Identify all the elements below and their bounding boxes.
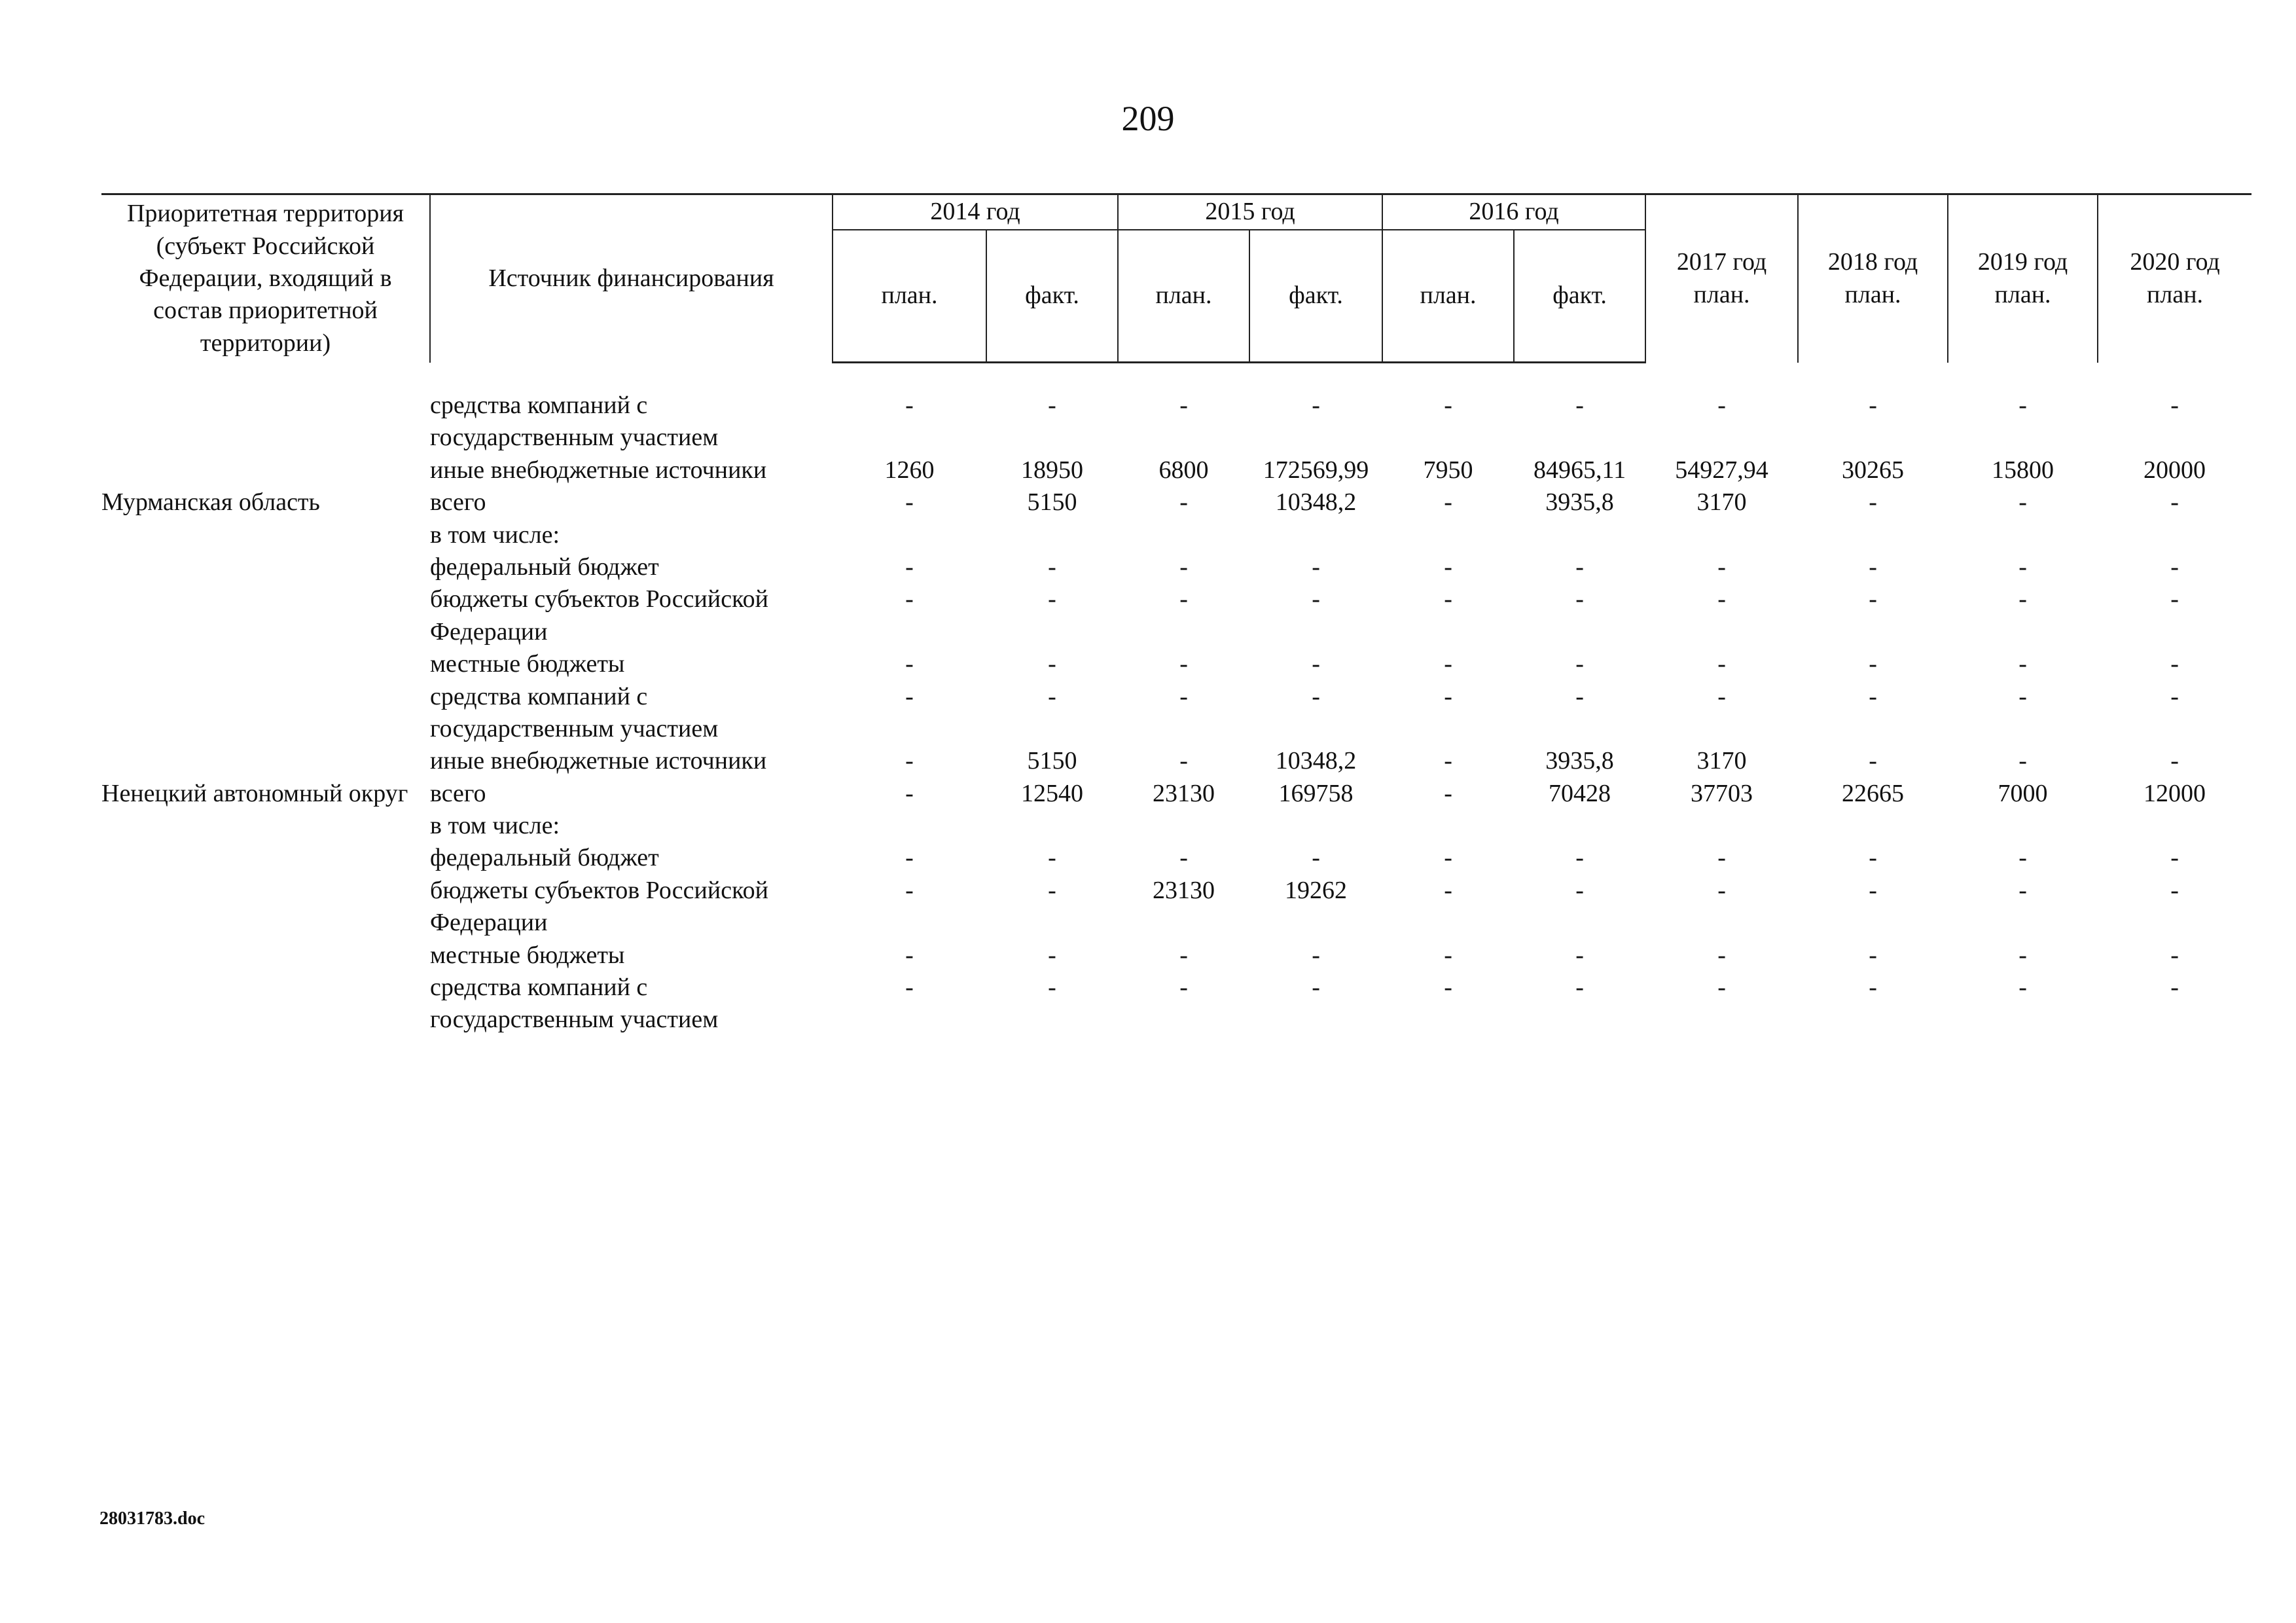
value-cell: 3170	[1696, 488, 1747, 517]
value-cell: -	[2018, 650, 2027, 678]
value-cell: -	[1048, 974, 1056, 1002]
value-cell: -	[1048, 682, 1056, 710]
value-cell: -	[1048, 941, 1056, 969]
value-cell: -	[905, 876, 914, 904]
year-2015-header: 2015 год	[1118, 194, 1382, 230]
value-cell: -	[2170, 974, 2179, 1002]
value-cell: -	[1179, 974, 1188, 1002]
table-row	[101, 842, 2251, 874]
value-cell: -	[1312, 553, 1320, 581]
value-cell	[833, 810, 986, 842]
value-cell	[1798, 810, 1948, 842]
value-cell: -	[1444, 779, 1452, 807]
value-cell: -	[2170, 747, 2179, 775]
value-cell: -	[1179, 585, 1188, 613]
value-cell: -	[1179, 747, 1188, 775]
value-cell: -	[1869, 650, 1877, 678]
value-cell: 23130	[1153, 779, 1215, 807]
value-cell: 12540	[1021, 779, 1083, 807]
territory-cell	[101, 745, 430, 777]
value-cell	[986, 519, 1118, 551]
value-cell: 30265	[1842, 456, 1905, 484]
source-cell: бюджеты субъектов Российской Федерации	[430, 876, 768, 937]
year-2018-header: 2018 год план.	[1798, 194, 1948, 363]
value-cell	[1948, 519, 2098, 551]
value-cell: 10348,2	[1275, 747, 1357, 775]
territory-cell	[101, 939, 430, 972]
value-cell: -	[1444, 585, 1452, 613]
value-cell: -	[1717, 974, 1726, 1002]
value-cell: 5150	[1027, 747, 1077, 775]
value-cell: 12000	[2144, 779, 2206, 807]
value-cell: -	[2018, 488, 2027, 517]
value-cell: -	[1869, 941, 1877, 969]
year-2019-header: 2019 год план.	[1948, 194, 2098, 363]
value-cell: -	[905, 974, 914, 1002]
value-cell: -	[1444, 488, 1452, 517]
page-number: 209	[1121, 99, 1175, 138]
table-row	[101, 648, 2251, 680]
value-cell: -	[1312, 392, 1320, 419]
value-cell: 169758	[1278, 779, 1354, 807]
value-cell: -	[1869, 747, 1877, 775]
source-cell: местные бюджеты	[430, 941, 625, 969]
value-cell: -	[2018, 553, 2027, 581]
value-cell: -	[1717, 876, 1726, 904]
value-cell: 3935,8	[1545, 747, 1614, 775]
value-cell: -	[905, 553, 914, 581]
value-cell: 3935,8	[1545, 488, 1614, 517]
source-cell: федеральный бюджет	[430, 553, 659, 581]
value-cell: -	[1048, 553, 1056, 581]
value-cell: -	[2018, 941, 2027, 969]
year-2016-header: 2016 год	[1382, 194, 1645, 230]
value-cell: 20000	[2144, 456, 2206, 484]
value-cell: -	[905, 682, 914, 710]
plan-2015-header: план.	[1118, 230, 1249, 363]
value-cell: -	[1444, 844, 1452, 872]
financing-table	[101, 193, 2251, 1036]
table-row	[101, 972, 2251, 1036]
territory-cell	[101, 875, 430, 939]
value-cell: -	[1312, 844, 1320, 872]
value-cell	[1249, 519, 1382, 551]
value-cell: -	[1717, 682, 1726, 710]
territory-cell	[101, 810, 430, 842]
value-cell: -	[1444, 974, 1452, 1002]
table-row	[101, 583, 2251, 648]
table-row	[101, 810, 2251, 842]
value-cell: 6800	[1158, 456, 1209, 484]
territory-cell	[101, 681, 430, 746]
value-cell: -	[1717, 941, 1726, 969]
value-cell: 7000	[1998, 779, 2048, 807]
value-cell	[1514, 519, 1645, 551]
value-cell	[1382, 519, 1514, 551]
value-cell	[2098, 810, 2251, 842]
plan-2016-header: план.	[1382, 230, 1514, 363]
value-cell: -	[1312, 974, 1320, 1002]
table-row	[101, 519, 2251, 551]
source-cell: бюджеты субъектов Российской Федерации	[430, 585, 768, 646]
value-cell: -	[2018, 392, 2027, 419]
value-cell: -	[2018, 585, 2027, 613]
territory-header: Приоритетная территория (субъект Российской Федерации, входящий в состав приоритетной территории)	[101, 194, 430, 363]
value-cell	[1118, 519, 1249, 551]
value-cell: -	[1444, 876, 1452, 904]
value-cell	[1645, 519, 1798, 551]
value-cell: -	[1444, 650, 1452, 678]
value-cell: 54927,94	[1675, 456, 1768, 484]
territory-cell	[101, 583, 430, 648]
value-cell: 1260	[884, 456, 935, 484]
value-cell: -	[905, 747, 914, 775]
value-cell: -	[1717, 844, 1726, 872]
value-cell	[1118, 810, 1249, 842]
value-cell: -	[1869, 844, 1877, 872]
value-cell: -	[1444, 682, 1452, 710]
territory-cell	[101, 454, 430, 486]
value-cell: 37703	[1691, 779, 1753, 807]
table-row	[101, 939, 2251, 972]
value-cell: -	[1179, 392, 1188, 419]
table-row	[101, 390, 2251, 454]
value-cell: -	[905, 585, 914, 613]
document-id: 28031783.doc	[99, 1508, 205, 1529]
source-cell: средства компаний с государственным участием	[430, 974, 719, 1034]
year-2017-header: 2017 год план.	[1645, 194, 1798, 363]
table-row	[101, 778, 2251, 810]
value-cell: -	[1869, 553, 1877, 581]
value-cell: -	[1575, 682, 1584, 710]
table-body	[101, 363, 2251, 1036]
value-cell: -	[1717, 392, 1726, 419]
territory-cell: Мурманская область	[101, 488, 320, 517]
value-cell: -	[2018, 682, 2027, 710]
fact-2015-header: факт.	[1249, 230, 1382, 363]
territory-cell	[101, 648, 430, 680]
table-row	[101, 875, 2251, 939]
value-cell: 10348,2	[1275, 488, 1357, 517]
value-cell: -	[905, 941, 914, 969]
value-cell: -	[1717, 650, 1726, 678]
source-cell: всего	[430, 488, 486, 517]
value-cell: -	[1312, 650, 1320, 678]
value-cell: -	[1048, 392, 1056, 419]
value-cell: -	[2018, 876, 2027, 904]
value-cell: -	[1179, 941, 1188, 969]
year-2014-header: 2014 год	[833, 194, 1118, 230]
value-cell: -	[2170, 844, 2179, 872]
value-cell: 23130	[1153, 876, 1215, 904]
value-cell: -	[905, 844, 914, 872]
value-cell: -	[905, 488, 914, 517]
value-cell: -	[2170, 585, 2179, 613]
value-cell: -	[1869, 876, 1877, 904]
territory-cell	[101, 842, 430, 874]
value-cell: -	[1444, 392, 1452, 419]
value-cell	[986, 810, 1118, 842]
value-cell: -	[1575, 392, 1584, 419]
source-cell: местные бюджеты	[430, 650, 625, 678]
source-cell: всего	[430, 779, 486, 807]
territory-cell	[101, 390, 430, 454]
territory-cell: Ненецкий автономный округ	[101, 779, 408, 807]
value-cell: -	[1179, 682, 1188, 710]
source-cell: средства компаний с государственным участием	[430, 392, 719, 452]
value-cell: 18950	[1021, 456, 1083, 484]
year-2020-header: 2020 год план.	[2098, 194, 2251, 363]
value-cell: 19262	[1285, 876, 1348, 904]
value-cell: -	[1048, 650, 1056, 678]
value-cell: -	[1179, 488, 1188, 517]
source-cell: в том числе:	[430, 812, 560, 840]
value-cell: -	[2170, 941, 2179, 969]
value-cell: -	[1869, 585, 1877, 613]
value-cell: -	[2170, 650, 2179, 678]
value-cell	[1514, 810, 1645, 842]
value-cell: 172569,99	[1263, 456, 1369, 484]
value-cell: 70428	[1549, 779, 1611, 807]
table-row	[101, 551, 2251, 583]
territory-cell	[101, 972, 430, 1036]
value-cell	[1948, 810, 2098, 842]
source-cell: средства компаний с государственным участием	[430, 682, 719, 742]
value-cell: -	[1869, 392, 1877, 419]
value-cell	[1382, 810, 1514, 842]
value-cell: -	[1444, 941, 1452, 969]
value-cell	[1645, 810, 1798, 842]
plan-2014-header: план.	[833, 230, 986, 363]
value-cell: -	[1869, 974, 1877, 1002]
table-row	[101, 745, 2251, 777]
value-cell: -	[1575, 585, 1584, 613]
value-cell: -	[1575, 650, 1584, 678]
value-cell: -	[1312, 682, 1320, 710]
value-cell: -	[2170, 392, 2179, 419]
value-cell: 7950	[1423, 456, 1473, 484]
value-cell: -	[905, 392, 914, 419]
value-cell: -	[1575, 974, 1584, 1002]
table-row	[101, 681, 2251, 746]
value-cell: -	[1048, 876, 1056, 904]
value-cell	[1249, 810, 1382, 842]
value-cell: -	[905, 650, 914, 678]
value-cell: -	[1717, 585, 1726, 613]
fact-2016-header: факт.	[1514, 230, 1645, 363]
value-cell: -	[2018, 974, 2027, 1002]
value-cell: 22665	[1842, 779, 1905, 807]
value-cell	[833, 519, 986, 551]
value-cell: -	[1179, 844, 1188, 872]
value-cell: -	[2018, 844, 2027, 872]
source-cell: федеральный бюджет	[430, 844, 659, 872]
value-cell: -	[1575, 844, 1584, 872]
value-cell: -	[1575, 553, 1584, 581]
value-cell: -	[1717, 553, 1726, 581]
value-cell: -	[1048, 585, 1056, 613]
source-cell: иные внебюджетные источники	[430, 456, 767, 484]
territory-cell	[101, 519, 430, 551]
value-cell: -	[1869, 488, 1877, 517]
value-cell: -	[2170, 553, 2179, 581]
value-cell: -	[2170, 682, 2179, 710]
value-cell: 84965,11	[1533, 456, 1626, 484]
value-cell: 5150	[1027, 488, 1077, 517]
fact-2014-header: факт.	[986, 230, 1118, 363]
value-cell	[2098, 519, 2251, 551]
value-cell: -	[2170, 876, 2179, 904]
value-cell: -	[1869, 682, 1877, 710]
source-cell: в том числе:	[430, 520, 560, 549]
table-header	[101, 194, 2251, 363]
value-cell: -	[1179, 650, 1188, 678]
value-cell: -	[1575, 941, 1584, 969]
value-cell: -	[2018, 747, 2027, 775]
value-cell: -	[1312, 585, 1320, 613]
value-cell: -	[1444, 747, 1452, 775]
source-header: Источник финансирования	[430, 194, 833, 363]
value-cell: -	[1179, 553, 1188, 581]
value-cell: 3170	[1696, 747, 1747, 775]
table-row	[101, 486, 2251, 519]
value-cell: -	[2170, 488, 2179, 517]
value-cell: -	[1575, 876, 1584, 904]
value-cell: -	[905, 779, 914, 807]
value-cell	[1798, 519, 1948, 551]
value-cell: 15800	[1992, 456, 2054, 484]
source-cell: иные внебюджетные источники	[430, 747, 767, 775]
value-cell: -	[1312, 941, 1320, 969]
table-row	[101, 454, 2251, 486]
value-cell: -	[1444, 553, 1452, 581]
territory-cell	[101, 551, 430, 583]
value-cell: -	[1048, 844, 1056, 872]
